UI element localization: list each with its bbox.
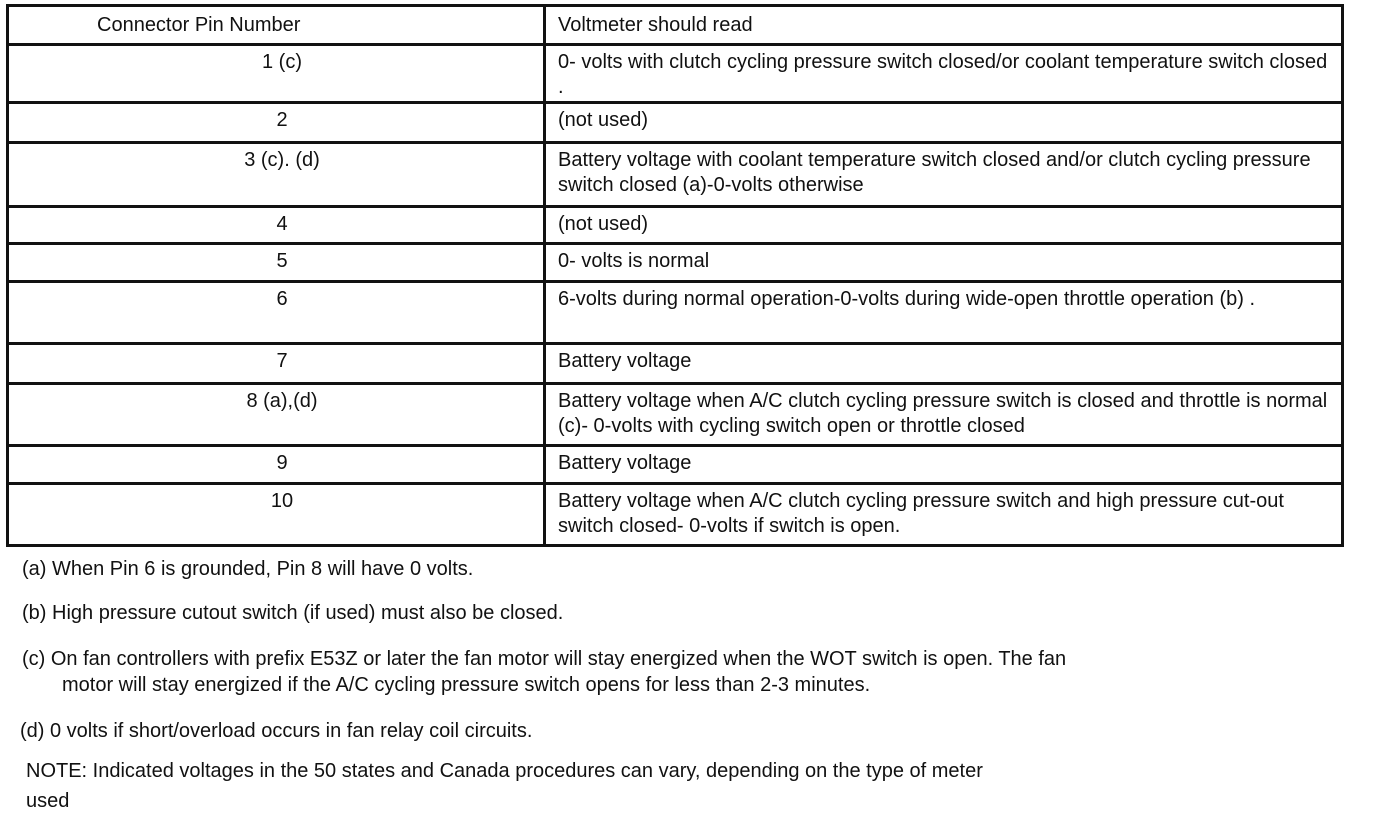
pin-number: 9 <box>276 452 288 474</box>
table-row <box>8 446 1343 484</box>
pin-number: 3 (c). (d) <box>244 149 320 171</box>
table-header-row <box>8 6 1343 45</box>
pin-number: 8 (a),(d) <box>246 390 318 412</box>
table-row <box>8 244 1343 282</box>
table-row <box>8 103 1343 143</box>
table-row <box>8 384 1343 446</box>
note-line2: used <box>26 790 70 812</box>
pin-number: 7 <box>276 350 288 372</box>
pin-number: 5 <box>276 250 288 272</box>
voltmeter-reading: Battery voltage when A/C clutch cycling pressure switch is closed and throttle is normal (c)- 0-volts with cycling switch open or throttle closed <box>545 384 1343 446</box>
table-row <box>8 344 1343 384</box>
footnote-c <box>22 646 1066 698</box>
pin-number: 6 <box>276 288 288 310</box>
note-paragraph <box>26 758 983 814</box>
pin-number: 4 <box>276 213 288 235</box>
table-row <box>8 484 1343 546</box>
voltmeter-reading: Battery voltage <box>545 446 1343 484</box>
voltmeter-reading: Battery voltage <box>545 344 1343 384</box>
table-row <box>8 207 1343 244</box>
voltmeter-reading: Battery voltage with coolant temperature switch closed and/or clutch cycling pressure switch closed (a)-0-volts otherwise <box>545 143 1343 207</box>
note-line1: NOTE: Indicated voltages in the 50 states and Canada procedures can vary, depending on the type of meter <box>26 760 983 782</box>
table-row <box>8 143 1343 207</box>
footnote-a: (a) When Pin 6 is grounded, Pin 8 will have 0 volts. <box>22 558 474 580</box>
footnote-c-line1: (c) On fan controllers with prefix E53Z or later the fan motor will stay energized when the WOT switch is open. The fan <box>22 648 1067 670</box>
pin-number: 2 <box>276 109 288 131</box>
table-row <box>8 282 1343 344</box>
voltmeter-reading: Battery voltage when A/C clutch cycling pressure switch and high pressure cut-out switch closed- 0-volts if switch is open. <box>545 484 1343 546</box>
footnote-b: (b) High pressure cutout switch (if used) must also be closed. <box>22 602 564 624</box>
voltmeter-reading: 0- volts with clutch cycling pressure switch closed/or coolant temperature switch closed . <box>545 45 1343 103</box>
voltmeter-reading: (not used) <box>545 103 1343 143</box>
table-row <box>8 45 1343 103</box>
voltmeter-reading: 6-volts during normal operation-0-volts during wide-open throttle operation (b) . <box>545 282 1343 344</box>
pin-number: 1 (c) <box>262 51 302 73</box>
connector-pin-table <box>6 4 1344 547</box>
voltmeter-reading: (not used) <box>545 207 1343 244</box>
voltmeter-reading: 0- volts is normal <box>545 244 1343 282</box>
header-pin-number: Connector Pin Number <box>8 6 545 45</box>
pin-number: 10 <box>270 490 294 512</box>
footnote-d: (d) 0 volts if short/overload occurs in fan relay coil circuits. <box>20 720 533 742</box>
header-voltmeter-reading: Voltmeter should read <box>545 6 1343 45</box>
footnote-c-line2: motor will stay energized if the A/C cycling pressure switch opens for less than 2-3 minutes. <box>62 674 871 696</box>
